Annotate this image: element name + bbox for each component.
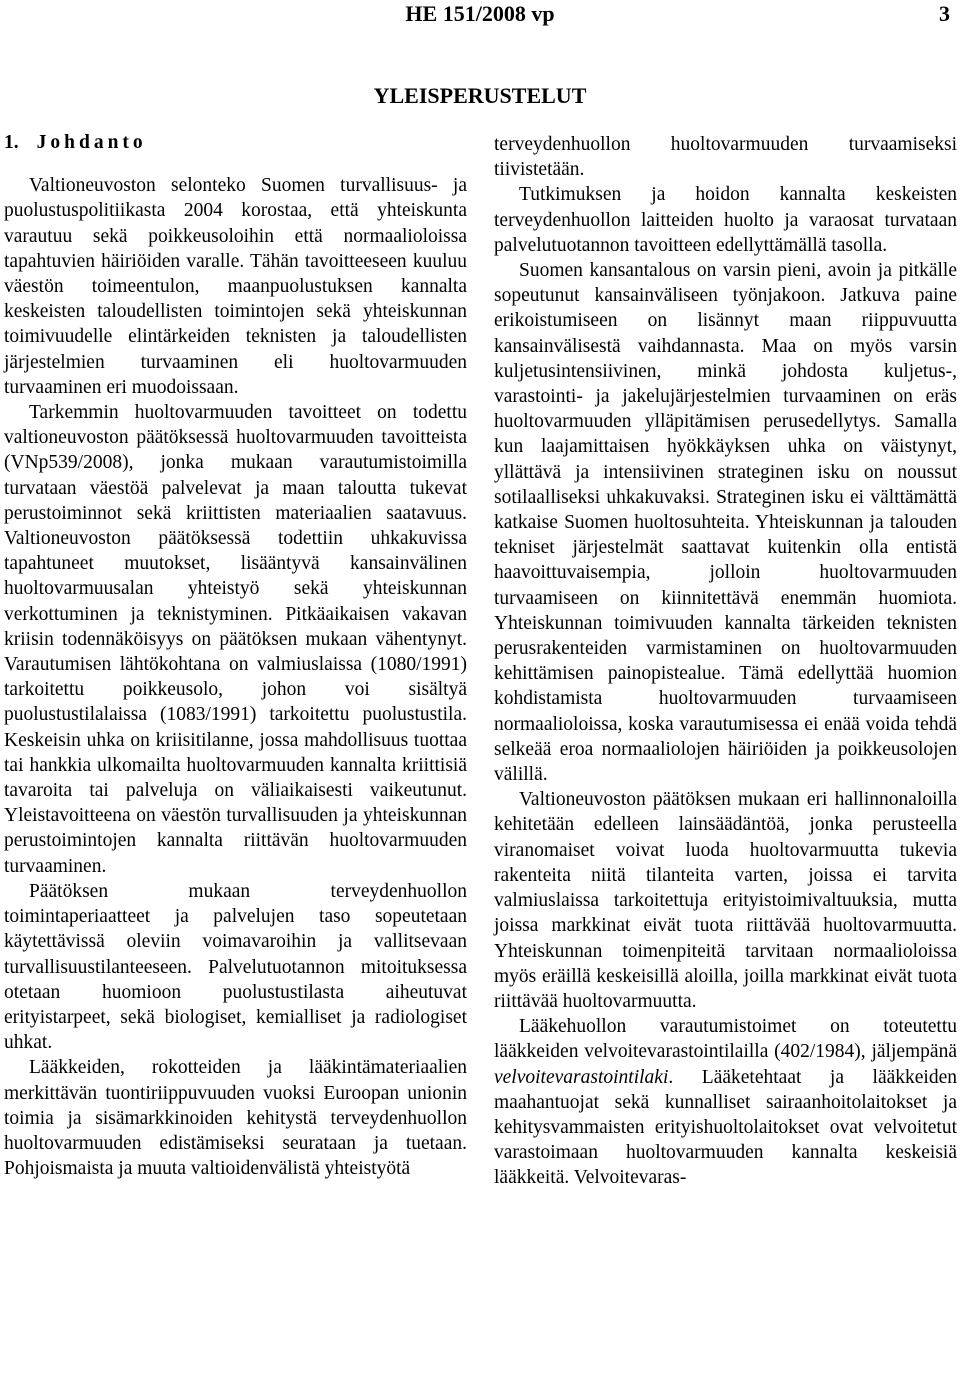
text-run: Lääkehuollon varautumistoimet on toteutettu lääkkeiden velvoitevarastointilailla (402/1984), jäljempänä — [494, 1016, 957, 1063]
chapter-number: 1. — [4, 132, 19, 153]
document-id: HE 151/2008 vp — [405, 1, 555, 26]
paragraph: Lääkkeiden, rokotteiden ja lääkintämateriaalien merkittävän tuontiriippuvuuden vuoksi Euroopan unionin toimia ja sisämarkkinoiden kehitystä terveydenhuollon huoltovarmuuden edistämiseksi seurataan ja tuetaan. Pohjoismaista ja muuta valtioidenvälistä yhteistyötä — [4, 1057, 467, 1180]
paragraph: Valtioneuvoston päätöksen mukaan eri hallinnonaloilla kehitetään edelleen lainsäädäntöä, jonka perusteella viranomaiset voivat luoda huoltovarmuutta tukevia rakenteita niitä tilanteita varten, joissa ei tarvita valmiuslaissa tarkoitettuja erityistoimivaltuuksia, mutta joissa markkinat eivät tuota riittävää huoltovarmuutta. Yhteiskunnan toimenpiteitä tarvitaan normaalioloissa myös eräillä keskeisillä aloilla, joilla markkinat eivät tuota riittävää huoltovarmuutta. — [494, 789, 957, 1012]
chapter-heading — [4, 130, 467, 155]
section-title: YLEISPERUSTELUT — [373, 83, 587, 108]
paragraph: Tarkemmin huoltovarmuuden tavoitteet on todettu valtioneuvoston päätöksessä huoltovarmuuden tavoitteista (VNp539/2008), jonka mukaan varautumistoimilla turvataan väestöä palvelevat ja maan taloutta tukevat perustoiminnot sekä kriittisten materiaalien saatavuus. Valtioneuvoston päätöksessä todettiin uhkakuvissa tapahtuneet muutokset, lisääntyvä kansainvälinen huoltovarmuusalan yhteistyö sekä yhteiskunnan verkottuminen ja teknistyminen. Pitkäaikaisen vakavan kriisin todennäköisyys on päätöksen mukaan vähentynyt. Varautumisen lähtökohtana on valmiuslaissa (1080/1991) tarkoitettu poikkeusolo, johon voi sisältyä puolustustilalaissa (1083/1991) tarkoitettu puolustustila. Keskeisin uhka on kriisitilanne, jossa mahdollisuus tuottaa tai hankkia ulkomailta huoltovarmuuden kannalta kriittisiä tavaroita tai palveluja on väliaikaisesti vaikeutunut. Yleistavoitteena on väestön turvallisuuden ja yhteiskunnan perustoimintojen kannalta riittävän huoltovarmuuden turvaaminen. — [4, 402, 467, 877]
text-run: . Lääketehtaat ja lääkkeiden maahantuojat sekä kunnalliset sairaanhoitolaitokset ja kehitysvammaisten erityishuoltolaitokset ovat velvoitetut varastoimaan huoltovarmuuden kannalta keskeisiä lääkkeitä. Velvoitevaras- — [494, 1066, 957, 1189]
paragraph: Päätöksen mukaan terveydenhuollon toimintaperiaatteet ja palvelujen taso sopeutetaan käytettävissä oleviin voimavaroihin ja vallitsevaan turvallisuustilanteeseen. Palvelutuotannon mitoituksessa otetaan huomioon puolustustilasta aiheutuvat erityistarpeet, sekä biologiset, kemialliset ja radiologiset uhkat. — [4, 880, 467, 1054]
chapter-title: Johdanto — [36, 132, 147, 153]
paragraph — [494, 1014, 957, 1190]
paragraph: Tutkimuksen ja hoidon kannalta keskeisten terveydenhuollon laitteiden huolto ja varaosat turvataan palvelutuotannon tavoitteen edellyttämällä tasolla. — [494, 184, 957, 256]
paragraph-continuation: terveydenhuollon huoltovarmuuden turvaamiseksi tiivistetään. — [494, 134, 957, 181]
left-column — [4, 130, 467, 1181]
paragraph: Valtioneuvoston selonteko Suomen turvallisuus- ja puolustuspolitiikasta 2004 korostaa, että yhteiskunta varautuu sekä poikkeusoloihin että normaalioloissa tapahtuvien häiriöiden varalle. Tähän tavoitteeseen kuuluu väestön toimeentulon, maanpuolustuksen kannalta keskeisten taloudellisten toimintojen sekä yhteiskunnan toimivuudelle elintärkeiden teknisten ja taloudellisten järjestelmien turvaaminen eli huoltovarmuuden turvaaminen eri muodoissaan. — [4, 175, 467, 398]
page-number: 3 — [939, 1, 950, 26]
right-column — [494, 132, 957, 1191]
page-header — [0, 0, 960, 28]
paragraph: Suomen kansantalous on varsin pieni, avoin ja pitkälle sopeutunut kansainväliseen työnjakoon. Jatkuva paine erikoistumiseen on lisännyt maan riippuvuutta kansainvälisestä vaihdannasta. Maa on myös varsin kuljetusintensiivinen, minkä johdosta kuljetus-, varastointi- ja jakelujärjestelmien turvaaminen on eräs huoltovarmuuden ylläpitämisen perusedellytys. Samalla kun laajamittaisen hyökkäyksen uhka on väistynyt, yllättävä ja intensiivinen strateginen isku on noussut sotilaalliseksi uhkakuvaksi. Strateginen isku ei välttämättä katkaise Suomen huoltosuhteita. Yhteiskunnan ja talouden tekniset järjestelmät saattavat kuitenkin olla entistä haavoittuvaisempia, jolloin huoltovarmuuden turvaamiseen on kiinnitettävä enemmän huomiota. Yhteiskunnan toimivuuden kannalta tärkeiden teknisten perusrakenteiden varmistaminen on huoltovarmuuden kehittämisen painopistealue. Tämä edellyttää huomion kohdistamista huoltovarmuuden turvaamiseen normaalioloissa, koska varautumisessa ei enää voida tehdä selkeää eroa normaaliolojen häiriöiden ja poikkeusolojen välillä. — [494, 260, 957, 786]
italic-term: velvoitevarastointilaki — [494, 1066, 669, 1088]
